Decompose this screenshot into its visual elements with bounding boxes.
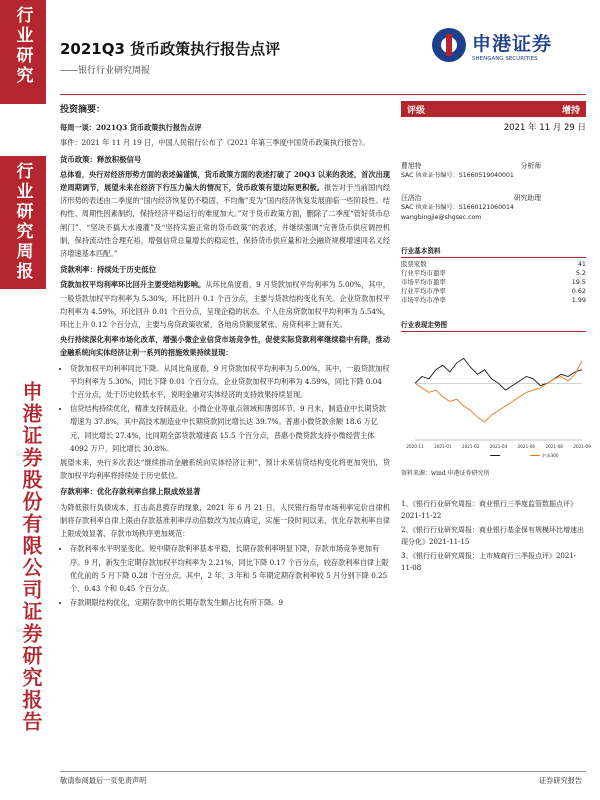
chart-legend-label: 沪深300: [542, 453, 559, 458]
footer-disclaimer: 敬请参阅最后一页免责声明: [60, 776, 147, 785]
side-tag-1-text: 行业研究: [12, 6, 33, 86]
chart-x-tick-label: 2021-06: [517, 444, 536, 449]
info-label: 股票家数: [401, 260, 427, 268]
rate-bullet-list: [60, 362, 390, 455]
weekly-talk: 每周一谈：2021Q3 货币政策执行报告点评: [60, 123, 202, 133]
rating-value: 增持: [561, 105, 580, 116]
table-row: [401, 260, 586, 269]
right-sidebar: [401, 101, 591, 577]
chart-series-line-0: [415, 358, 582, 390]
chart-series-line-1: [415, 361, 582, 422]
rating-bar: [401, 101, 586, 117]
info-value: 0.62: [571, 287, 586, 295]
report-date: 2021 年 11 月 29 日: [503, 123, 586, 133]
analyst-role: 研究助理: [513, 194, 541, 202]
chart-x-tick-label: 2021-04: [489, 444, 508, 449]
side-tag-industry-research: [0, 0, 46, 104]
deposit-heading: 存款利率：优化存款利率自律上限成效显著: [60, 487, 201, 497]
chart-title: 行业表现走势图: [401, 319, 586, 332]
footer-divider: [60, 771, 586, 772]
rate-heading: 贷款利率：持续处于历史低位: [60, 265, 157, 275]
rating-label: 评级: [407, 105, 426, 116]
related-report-item[interactable]: 2、《银行行业研究周报：商业银行基金保有规模环比增速出现分化》2021-11-15: [401, 526, 584, 546]
list-item: • 存款利率水平明显变化。短中期存款利率基本平稳，长期存款利率明显下降，存款市场竞争更加有序。9 月，新发生定期存款加权平均利率为 2.21%，同比下降 0.17 个百分点，较存款利率自律上限优化前的 5 月下降 0.28 个百分点。其中，2 年、3 年和 5 年期定期存款利率较 5 月分别下降 0.25 个、0.43 个和 0.45 个百分点。: [70, 542, 390, 595]
info-value: 19.5: [571, 278, 586, 286]
footer-label: 证券研究报告: [538, 776, 582, 785]
header-divider: [60, 94, 586, 95]
analyst-block: [401, 161, 586, 223]
chart-x-tick-label: 2021-01: [434, 444, 452, 449]
table-row: [401, 269, 586, 278]
company-logo: [432, 28, 552, 62]
rate-rest: 从环比角度看，9 月贷款加权平均利率为 5.00%，其中，一般贷款加权平均利率为 5.30%，环比回升 0.1 个百分点，主要与贷款结构变化有关。企业贷款加权平均利率为 4.59%，环比回升 0.01 个百分点，呈现企稳的状态。个人住房贷款加权平均利率为 5.54%，环比上升 0.12 个百分点，主要与房贷政策收紧，各地房贷额度紧张、房贷利率上调有关。: [60, 280, 390, 330]
basic-info-title: 行业基本资料: [401, 245, 586, 258]
event-paragraph: 事件：2021 年 11 月 19 日，中国人民银行公布了《2021 年第三季度中国货币政策执行报告》。: [60, 138, 370, 148]
list-item: • 贷款加权平均利率同比下降。从同比角度看，9 月贷款加权平均利率为 5.00%，其中，一般贷款加权平均利率为 5.30%，同比下降 0.01 个百分点。企业贷款加权平均利率为 4.59%，同比下降 0.04 个百分点，处于历史较低水平，说明金融对实体经济的支持效果持续显现。: [70, 362, 390, 402]
chart-x-tick-label: 2020-11: [406, 444, 424, 449]
chart-x-tick-label: 2021-02: [461, 444, 480, 449]
table-row: [401, 278, 586, 287]
analyst-cert: SAC 执业证书编号：S1660121060014: [401, 204, 514, 211]
info-label: 行业平均市盈率: [401, 269, 446, 277]
deposit-bullet-list: [60, 542, 390, 609]
analyst-role: 分析师: [520, 162, 541, 170]
related-report-item[interactable]: 3、《银行行业研究周报：上市城商行三季报点评》2021-11-08: [401, 552, 577, 572]
policy-paragraph: [60, 168, 390, 260]
table-row: [401, 287, 586, 296]
related-reports: [401, 499, 586, 574]
chart-x-tick-label: 2021-08: [545, 444, 563, 449]
report-title: 2021Q3 货币政策执行报告点评: [60, 40, 281, 58]
report-subtitle: ——银行行业研究周报: [60, 66, 151, 76]
basic-info-table: [401, 260, 586, 305]
main-body: [60, 104, 390, 610]
side-tag-2-text: 行业研究周报: [12, 162, 33, 282]
list-item: • 信贷结构持续优化，精准支持制造业、小微企业等重点领域和薄弱环节。9 月末，制造业中长期贷款增速为 37.8%，其中高技术制造业中长期贷款同比增长达 39.7%。普惠小微贷款余额 18.6 万亿元，同比增长 27.4%，比同期全部贷款增速高 15.5 个百分点，普惠小微贷款支持小微经营主体 4092 万户，同比增长 30.8%。: [70, 402, 390, 455]
related-report-item[interactable]: 1、《银行行业研究周报：商业银行三季度监管数据点评》2021-11-22: [401, 500, 577, 520]
analyst-email[interactable]: wangbingjie@shgsec.com: [401, 214, 482, 221]
rate-bold: 贷款加权平均利率环比回升主要受结构影响。: [60, 280, 206, 290]
info-label: 市场平均市盈率: [401, 278, 446, 286]
list-item: • 存款期限结构优化，定期存款中的长期存款发生额占比有所下降。9: [70, 596, 390, 609]
info-label: 行业平均市净率: [401, 287, 446, 295]
policy-rest: 报告对于当前国内经济形势的表述由二季度的“国内经济恢复仍不稳固、不均衡”变为“国内经济恢复发展面临一些阶段性、结构性、周期性因素制约，保持经济平稳运行的难度加大。”对于货币政策方面，删除了二季度“管好货币总闸门”、“坚决不搞大水漫灌”及“坚持实施正常的货币政策”的表述，并继续强调“完善货币供应调控机制，保持流动性合理充裕，增强信贷总量增长的稳定性，保持货币供应量和社会融资规模增速同名义经济增速基本匹配。”: [60, 183, 390, 259]
chart-source: 资料来源：wind 申港证券研究所: [401, 470, 490, 477]
abstract-heading: 投资摘要：: [60, 105, 106, 115]
outlook-paragraph: 展望未来，央行多次表达“继续推动金融系统向实体经济让利”，预计未来信贷结构变化将更加突出，贷款加权平均利率将持续处于历史低位。: [60, 458, 390, 481]
info-label: 市场平均市净率: [401, 296, 446, 304]
analyst-name: 汪洛治: [401, 194, 422, 202]
policy-bold: 总体看，央行对经济形势方面的表述偏谨慎，货币政策方面的表述打破了 20Q3 以来的表述，首次出现逆周期调节，展望未来在经济下行压力偏大的情况下，货币政策有望边际更积极。: [60, 169, 390, 193]
deposit-paragraph: 为降低银行负债成本，打击高息揽存的现象，2021 年 6 月 21 日，人民银行指导市场利率定价自律机制将存款利率自律上限由存款基准利率浮动倍数改为加点确定，实施一段时间以来，优化存款利率自律上限成效显著，存款市场秩序更加规范：: [60, 502, 390, 539]
reform-paragraph: 央行持续深化利率市场化改革，增强小微企业信贷市场竞争性，促使实际贷款利率继续稳中有降，推动金融系统向实体经济让利一系列的措施效果持续显现：: [60, 335, 390, 358]
info-value: 1.99: [571, 296, 586, 304]
table-row: [401, 296, 586, 305]
side-tag-weekly: [0, 156, 46, 289]
side-company-name: 申港证券股份有限公司证券研究报告: [19, 381, 43, 733]
logo-en-text: SHENGANG SECURITIES: [472, 55, 538, 62]
info-value: 5.2: [575, 269, 586, 277]
logo-mark-icon: [432, 28, 466, 62]
info-value: 41: [577, 260, 586, 268]
analyst-cert: SAC 执业证书编号：S1660519040001: [401, 172, 514, 179]
logo-cn-text: 申港证券: [472, 32, 553, 55]
rate-paragraph: [60, 278, 390, 331]
policy-heading: 货币政策：释放积极信号: [60, 154, 142, 164]
analyst-name: 曹旭特: [401, 162, 422, 170]
industry-performance-chart: [401, 332, 591, 462]
chart-x-tick-label: 2021-09: [573, 444, 591, 449]
